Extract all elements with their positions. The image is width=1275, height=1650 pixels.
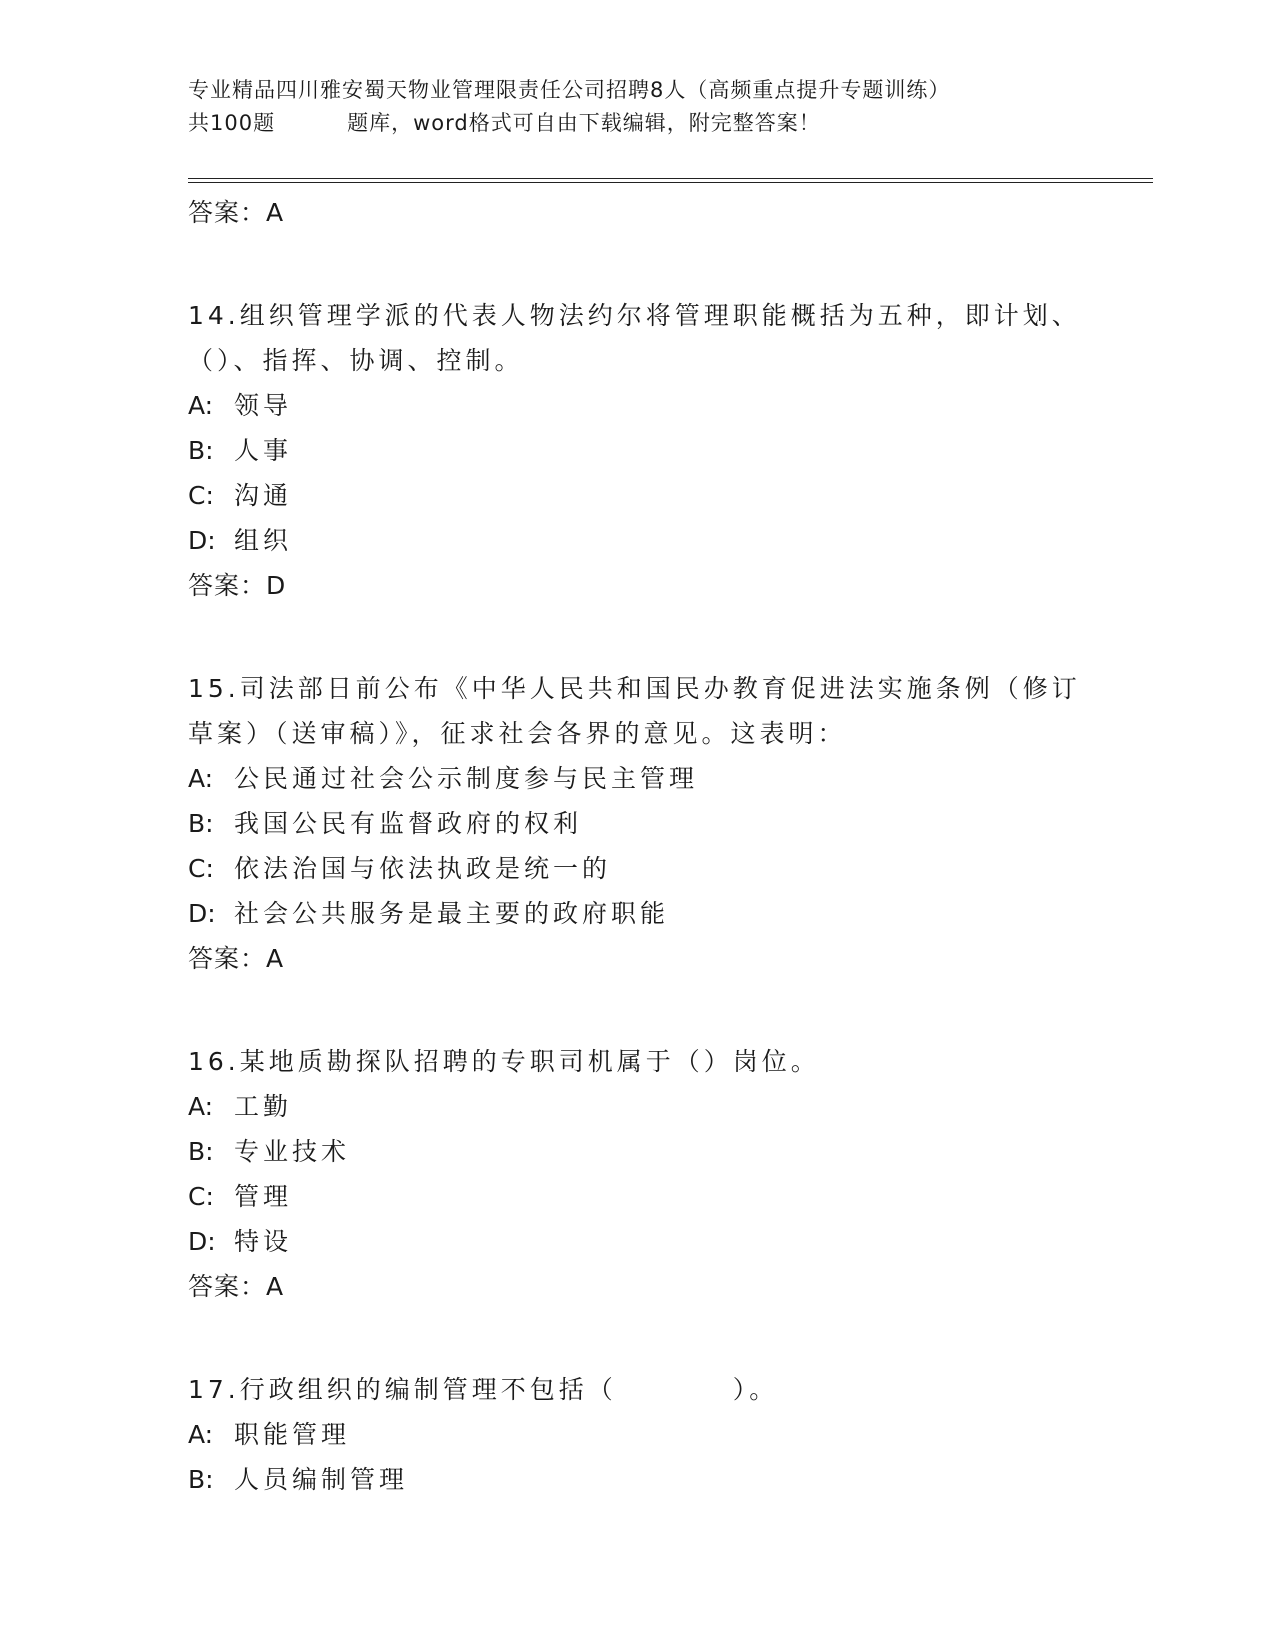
option-text: 人事 (234, 436, 293, 465)
question-block (188, 666, 1088, 981)
option-text: 人员编制管理 (234, 1465, 409, 1494)
answer-line: 答案：A (188, 198, 285, 227)
option-item (188, 1174, 1088, 1219)
header-title: 专业精品四川雅安蜀天物业管理限责任公司招聘8人（高频重点提升专题训练） (188, 78, 951, 102)
option-text: 我国公民有监督政府的权利 (234, 809, 583, 838)
option-item (188, 891, 1088, 936)
option-text: 特设 (234, 1227, 293, 1256)
option-item (188, 756, 1088, 801)
option-item (188, 1219, 1088, 1264)
option-key: B: (188, 436, 214, 465)
option-item (188, 1084, 1088, 1129)
option-key: A: (188, 1092, 214, 1121)
question-stem: 14.组织管理学派的代表人物法约尔将管理职能概括为五种，即计划、（）、指挥、协调、控制。 (188, 301, 1081, 375)
option-text: 公民通过社会公示制度参与民主管理 (234, 764, 699, 793)
option-key: A: (188, 1420, 214, 1449)
option-text: 沟通 (234, 481, 293, 510)
option-key: C: (188, 854, 214, 883)
option-key: D: (188, 899, 216, 928)
option-key: B: (188, 809, 214, 838)
option-text: 职能管理 (234, 1420, 351, 1449)
option-item (188, 1129, 1088, 1174)
question-list (188, 190, 1088, 1502)
question-block (188, 293, 1088, 608)
question-stem: 16.某地质勘探队招聘的专职司机属于（）岗位。 (188, 1047, 820, 1076)
answer-line: 答案：A (188, 1272, 285, 1301)
option-key: A: (188, 764, 214, 793)
header-subtitle (188, 107, 1108, 140)
option-text: 管理 (234, 1182, 293, 1211)
option-text: 社会公共服务是最主要的政府职能 (234, 899, 670, 928)
option-item (188, 846, 1088, 891)
option-key: A: (188, 391, 214, 420)
option-key: D: (188, 1227, 216, 1256)
question-count: 共100题 (188, 111, 276, 135)
answer-line: 答案：A (188, 944, 285, 973)
option-item (188, 1412, 1088, 1457)
option-key: C: (188, 1182, 214, 1211)
header-divider (188, 182, 1153, 183)
option-text: 依法治国与依法执政是统一的 (234, 854, 612, 883)
header-description: 题库，word格式可自由下载编辑，附完整答案！ (347, 111, 821, 135)
option-item (188, 383, 1088, 428)
question-stem: 15.司法部日前公布《中华人民共和国民办教育促进法实施条例（修订草案）（送审稿）》，征求社会各界的意见。这表明： (188, 674, 1081, 748)
question-stem: 17.行政组织的编制管理不包括（ ）。 (188, 1375, 779, 1404)
option-text: 组织 (234, 526, 293, 555)
answer-line: 答案：D (188, 571, 287, 600)
header-divider (188, 178, 1153, 179)
option-text: 领导 (234, 391, 293, 420)
option-key: D: (188, 526, 216, 555)
page-header (188, 74, 1108, 140)
option-item (188, 518, 1088, 563)
option-item (188, 473, 1088, 518)
option-key: B: (188, 1465, 214, 1494)
option-text: 专业技术 (234, 1137, 351, 1166)
question-block (188, 1039, 1088, 1309)
option-item (188, 801, 1088, 846)
option-item (188, 1457, 1088, 1502)
option-key: B: (188, 1137, 214, 1166)
option-item (188, 428, 1088, 473)
option-key: C: (188, 481, 214, 510)
option-text: 工勤 (234, 1092, 293, 1121)
question-block (188, 1367, 1088, 1502)
